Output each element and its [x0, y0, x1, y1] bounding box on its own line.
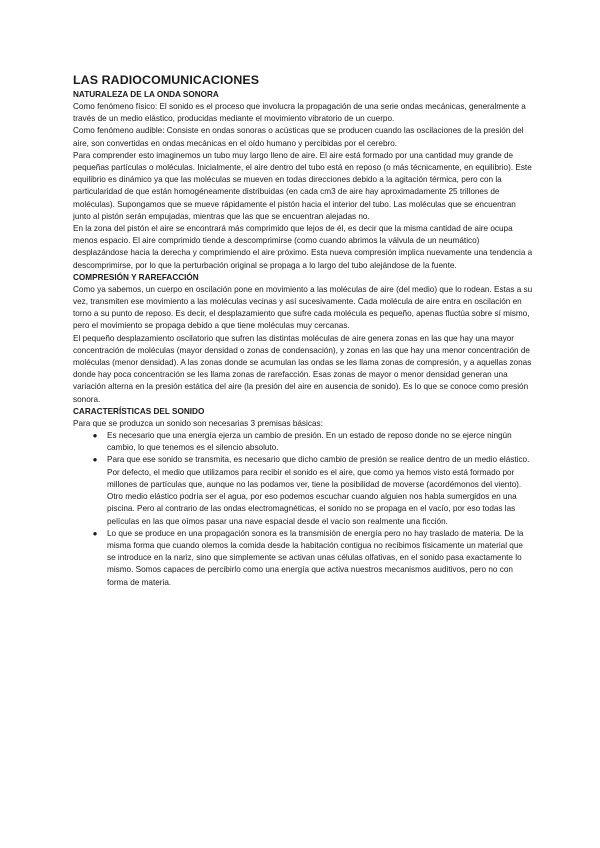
paragraph: Para comprender esto imaginemos un tubo muy largo lleno de aire. El aire está formado por una cantidad muy grande de pequeñas partículas o moléculas. Inicialmente, el aire dentro del tubo está en reposo (o más técnicamente, en equilibrio). Este equilibrio es dinámico ya que las moléculas se mueven en todas direcciones debido a la agitación térmica, pero con la particularidad de que están homogéneamente distribuidas (en cada cm3 de aire hay aproximadamente 25 trillones de moléculas). Supongamos que se mueve rápidamente el pistón hacia el interior del tubo. Las moléculas que se encuentran junto al pistón serán empujadas, mientras que las que se encuentran alejadas no. — [73, 150, 532, 221]
paragraph: En la zona del pistón el aire se encontrará más comprimido que lejos de él, es decir que la misma cantidad de aire ocupa menos espacio. El aire comprimido tiende a descomprimirse (como cuando abrimos la válvula de un neumático) desplazándose hacia la derecha y comprimiendo el aire próximo. Esta nueva compresión implica nuevamente una tendencia a descomprimirse, por lo que la perturbación original se propaga a lo largo del tubo alejándose de la fuente. — [73, 224, 533, 270]
section-heading-compression: COMPRESIÓN Y RAREFACCIÓN — [73, 272, 199, 282]
list-item — [92, 454, 533, 527]
section-heading-characteristics: CARACTERÍSTICAS DEL SONIDO — [73, 406, 205, 416]
list-item-text: Lo que se produce en una propagación sonora es la transmisión de energía pero no hay traslado de materia. De la misma forma que cuando olemos la comida desde la habitación contigua no recibimos físicamente un material que se introduce en la nariz, sino que simplemente se activan unas células olfativas, en el sonido pasa exactamente lo mismo. Somos capaces de percibirlo como una energía que activa nuestros mecanismos auditivos, pero no con forma de materia. — [107, 528, 524, 587]
bullet-icon: ● — [92, 431, 98, 441]
list-item — [92, 430, 533, 454]
paragraph: Como fenómeno audible: Consiste en ondas sonoras o acústicas que se producen cuando las oscilaciones de la presión del aire, son convertidas en ondas mecánicas en el oído humano y percibidas por el cerebro. — [73, 126, 524, 148]
paragraph: Como ya sabemos, un cuerpo en oscilación pone en movimiento a las moléculas de aire (del medio) que lo rodean. Estas a su vez, transmiten ese movimiento a las moléculas vecinas y así sucesivamente. Cada molécula de aire entra en oscilación en torno a su punto de reposo. Es decir, el desplazamiento que sufre cada molécula es pequeño, apenas fluctúa sobre sí mismo, pero el movimiento se propaga debido a que tiene moléculas muy cercanas. — [73, 284, 533, 331]
paragraph: El pequeño desplazamiento oscilatorio que sufren las distintas moléculas de aire genera zonas en las que hay una mayor concentración de moléculas (mayor densidad o zonas de condensación), y zonas en las que hay una menor concentración de moléculas (menor densidad). A las zonas donde se acumulan las ondas se les llama zonas de compresión, y a aquellas zonas donde hay poca concentración se les llama zonas de rarefacción. Esas zonas de mayor o menor densidad generan una variación alterna en la presión estática del aire (la presión del aire en ausencia de sonido). Es lo que se conoce como presión sonora. — [73, 333, 532, 404]
paragraph: Como fenómeno físico: El sonido es el proceso que involucra la propagación de una serie ondas mecánicas, generalmente a través de un medio elástico, producidas mediante el movimiento vibratorio de un cuerpo. — [73, 102, 526, 124]
list-intro: Para que se produzca un sonido son necesarias 3 premisas básicas: — [73, 418, 323, 428]
bullet-icon: ● — [92, 455, 98, 465]
list-item-text: Es necesario que una energía ejerza un cambio de presión. En un estado de reposo donde no se ejerce ningún cambio, lo que tenemos es el silencio absoluto. — [107, 431, 512, 453]
document-page — [73, 72, 533, 589]
premises-list — [73, 430, 533, 589]
document-title: LAS RADIOCOMUNICACIONES — [73, 73, 260, 87]
bullet-icon: ● — [92, 528, 98, 538]
section-heading-nature: NATURALEZA DE LA ONDA SONORA — [73, 90, 219, 99]
list-item — [92, 528, 533, 589]
list-item-text: Para que ese sonido se transmita, es necesario que dicho cambio de presión se realice dentro de un medio elástico. Por defecto, el medio que utilizamos para recibir el sonido es el aire, que como ya hemos visto está formado por millones de partículas que, aunque no las podamos ver, tiene la posibilidad de moverse (acordémonos del viento). Otro medio elástico podría ser el agua, por eso podemos escuchar cuando alguien nos habla sumergidos en una piscina. Pero al contrario de las ondas electromagnéticas, el sonido no se propaga en el vacío, por eso todas las películas en las que oímos pasar una nave espacial desde el vacío son realmente una ficción. — [107, 455, 530, 526]
